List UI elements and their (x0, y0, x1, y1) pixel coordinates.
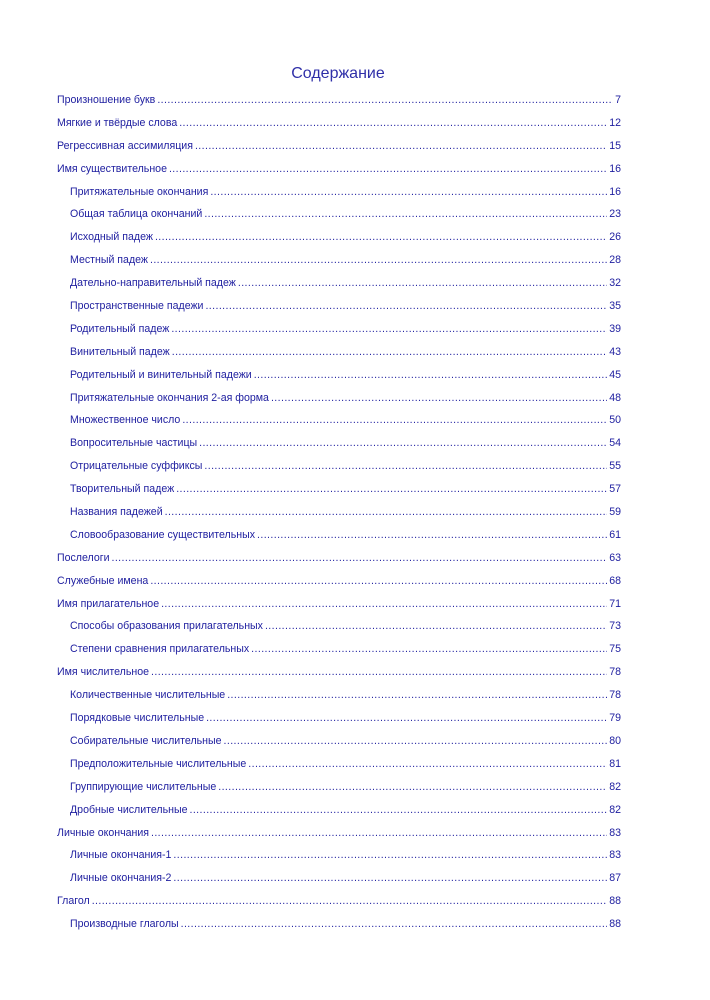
toc-entry-page-number: 7 (615, 94, 621, 106)
toc-dot-leader (265, 615, 607, 638)
toc-entry[interactable] (57, 684, 621, 707)
toc-entry-label: Винительный падеж (70, 345, 170, 358)
toc-entry[interactable] (57, 158, 621, 181)
toc-dot-leader (150, 570, 607, 593)
toc-entry-page-number: 61 (609, 528, 621, 541)
toc-entry-label: Дробные числительные (70, 803, 188, 816)
toc-entry-page-number: 71 (609, 597, 621, 610)
toc-entry-page-number: 82 (609, 803, 621, 816)
toc-entry[interactable] (57, 112, 621, 135)
toc-entry-label: Личные окончания-1 (70, 849, 172, 862)
toc-dot-leader (205, 295, 607, 318)
toc-dot-leader (155, 226, 607, 249)
toc-dot-leader (271, 387, 607, 410)
toc-entry-label: Собирательные числительные (70, 734, 222, 747)
toc-dot-leader (150, 249, 607, 272)
toc-dot-leader (206, 707, 607, 730)
toc-entry-page-number: 12 (609, 116, 621, 129)
toc-dot-leader (210, 181, 607, 204)
toc-dot-leader (238, 272, 607, 295)
toc-entry-page-number: 16 (609, 162, 621, 175)
toc-entry-page-number: 50 (609, 414, 621, 427)
toc-entry[interactable] (57, 364, 621, 387)
toc-entry-label: Степени сравнения прилагательных (70, 643, 250, 656)
toc-entry-page-number: 75 (609, 643, 621, 656)
toc-entry-page-number: 39 (609, 322, 621, 335)
toc-entry-page-number: 78 (609, 666, 621, 679)
toc-dot-leader (224, 730, 608, 753)
toc-entry-label: Множественное число (70, 414, 181, 427)
toc-dot-leader (190, 799, 608, 822)
toc-dot-leader (151, 661, 607, 684)
toc-dot-leader (151, 822, 607, 845)
toc-entry[interactable] (57, 730, 621, 753)
toc-entry-label: Отрицательные суффиксы (70, 460, 203, 473)
toc-entry-label: Творительный падеж (70, 483, 175, 496)
toc-dot-leader (165, 501, 608, 524)
toc-entry-page-number: 83 (609, 826, 621, 839)
toc-dot-leader (248, 753, 607, 776)
toc-entry-page-number: 88 (609, 918, 621, 931)
toc-entry[interactable] (57, 822, 621, 845)
toc-entry[interactable] (57, 867, 621, 890)
toc-entry-page-number: 55 (609, 460, 621, 473)
toc-entry[interactable] (57, 890, 621, 913)
toc-entry-page-number: 48 (609, 391, 621, 404)
toc-entry[interactable] (57, 203, 621, 226)
toc-dot-leader (157, 89, 613, 112)
toc-entry[interactable] (57, 295, 621, 318)
toc-entry-label: Притяжательные окончания (70, 185, 209, 198)
toc-entry-label: Словообразование существительных (70, 528, 256, 541)
toc-entry[interactable] (57, 844, 621, 867)
toc-entry-label: Местный падеж (70, 254, 148, 267)
toc-entry-page-number: 26 (609, 231, 621, 244)
toc-entry-label: Производные глаголы (70, 918, 179, 931)
toc-entry-page-number: 88 (609, 895, 621, 908)
toc-entry[interactable] (57, 409, 621, 432)
toc-entry[interactable] (57, 318, 621, 341)
toc-entry-label: Предположительные числительные (70, 757, 247, 770)
toc-entry-label: Притяжательные окончания 2-ая форма (70, 391, 269, 404)
toc-entry[interactable] (57, 638, 621, 661)
toc-entry-label: Порядковые числительные (70, 712, 205, 725)
toc-entry-page-number: 43 (609, 345, 621, 358)
page-title: Содержание (291, 65, 385, 82)
toc-entry-label: Произношение букв (57, 94, 156, 106)
toc-entry[interactable] (57, 707, 621, 730)
toc-entry[interactable] (57, 249, 621, 272)
toc-entry[interactable] (57, 432, 621, 455)
toc-entry[interactable] (57, 181, 621, 204)
toc-entry-page-number: 28 (609, 254, 621, 267)
toc-entry-page-number: 16 (609, 185, 621, 198)
toc-dot-leader (172, 341, 607, 364)
toc-dot-leader (251, 638, 607, 661)
toc-dot-leader (204, 203, 607, 226)
toc-entry[interactable] (57, 570, 621, 593)
toc-entry-label: Родительный падеж (70, 322, 170, 335)
toc-entry-page-number: 54 (609, 437, 621, 450)
toc-entry[interactable] (57, 547, 621, 570)
toc-entry-label: Имя числительное (57, 666, 150, 679)
toc-entry-label: Группирующие числительные (70, 780, 217, 793)
toc-entry[interactable] (57, 615, 621, 638)
toc-dot-leader (254, 364, 607, 387)
toc-entry-label: Названия падежей (70, 506, 163, 519)
toc-dot-leader (92, 890, 608, 913)
toc-dot-leader (112, 547, 608, 570)
toc-entry-page-number: 23 (609, 208, 621, 221)
toc-dot-leader (173, 867, 607, 890)
toc-entry[interactable] (57, 387, 621, 410)
toc-dot-leader (218, 776, 607, 799)
toc-dot-leader (176, 478, 607, 501)
toc-entry[interactable] (57, 226, 621, 249)
toc-entry-page-number: 15 (609, 139, 621, 152)
toc-entry-label: Родительный и винительный падежи (70, 368, 252, 381)
toc-entry-label: Имя прилагательное (57, 597, 160, 610)
toc-dot-leader (195, 135, 607, 158)
toc-dot-leader (179, 112, 607, 135)
toc-entry-label: Общая таблица окончаний (70, 208, 203, 221)
table-of-contents (57, 89, 621, 936)
toc-dot-leader (173, 844, 607, 867)
toc-entry-label: Дательно-направительный падеж (70, 277, 236, 290)
toc-dot-leader (181, 913, 608, 936)
toc-entry[interactable] (57, 501, 621, 524)
toc-entry-page-number: 73 (609, 620, 621, 633)
toc-entry-label: Исходный падеж (70, 231, 153, 244)
toc-entry-page-number: 87 (609, 872, 621, 885)
toc-entry-page-number: 68 (609, 574, 621, 587)
toc-entry[interactable] (57, 753, 621, 776)
toc-entry-page-number: 78 (609, 689, 621, 702)
toc-entry-label: Вопросительные частицы (70, 437, 198, 450)
toc-entry-label: Способы образования прилагательных (70, 620, 263, 633)
toc-entry[interactable] (57, 661, 621, 684)
toc-dot-leader (227, 684, 607, 707)
toc-entry[interactable] (57, 455, 621, 478)
toc-entry-label: Личные окончания (57, 826, 149, 839)
toc-entry-label: Пространственные падежи (70, 300, 204, 313)
toc-dot-leader (169, 158, 607, 181)
toc-dot-leader (161, 593, 607, 616)
toc-entry[interactable] (57, 89, 621, 112)
toc-entry-page-number: 82 (609, 780, 621, 793)
toc-dot-leader (257, 524, 607, 547)
toc-dot-leader (204, 455, 607, 478)
toc-entry[interactable] (57, 272, 621, 295)
toc-entry-page-number: 32 (609, 277, 621, 290)
toc-entry-page-number: 57 (609, 483, 621, 496)
toc-entry-page-number: 80 (609, 734, 621, 747)
toc-entry[interactable] (57, 524, 621, 547)
toc-entry-label: Глагол (57, 895, 90, 908)
toc-entry[interactable] (57, 776, 621, 799)
toc-entry-page-number: 45 (609, 368, 621, 381)
toc-entry-label: Количественные числительные (70, 689, 226, 702)
toc-entry-label: Служебные имена (57, 574, 149, 587)
toc-entry[interactable] (57, 478, 621, 501)
toc-entry-page-number: 79 (609, 712, 621, 725)
toc-entry[interactable] (57, 593, 621, 616)
toc-entry[interactable] (57, 799, 621, 822)
toc-entry[interactable] (57, 913, 621, 936)
toc-dot-leader (182, 409, 607, 432)
toc-entry-label: Имя существительное (57, 162, 167, 175)
toc-entry-label: Послелоги (57, 551, 110, 564)
toc-dot-leader (171, 318, 607, 341)
toc-entry-page-number: 59 (609, 506, 621, 519)
toc-entry-label: Мягкие и твёрдые слова (57, 116, 178, 129)
toc-entry-label: Регрессивная ассимиляция (57, 139, 193, 152)
toc-entry-page-number: 83 (609, 849, 621, 862)
toc-entry-page-number: 63 (609, 551, 621, 564)
toc-entry[interactable] (57, 341, 621, 364)
toc-entry-label: Личные окончания-2 (70, 872, 172, 885)
toc-dot-leader (199, 432, 607, 455)
toc-entry-page-number: 81 (609, 757, 621, 770)
toc-entry-page-number: 35 (609, 300, 621, 313)
toc-entry[interactable] (57, 135, 621, 158)
